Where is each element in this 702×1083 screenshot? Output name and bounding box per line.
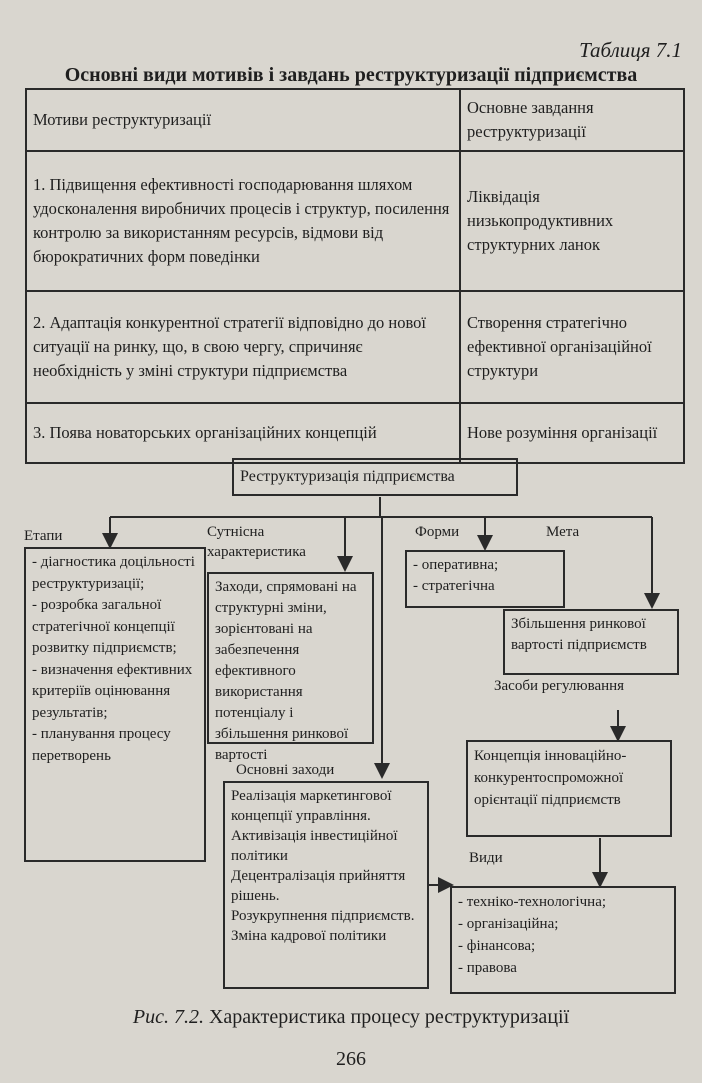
- list-item: - діагностика доцільності реструктуризації;: [32, 554, 195, 592]
- caption-text: Характеристика процесу реструктуризації: [208, 1006, 570, 1028]
- list-item: - правова: [458, 960, 517, 976]
- stages-box: [24, 547, 206, 862]
- list-item: Зміна кадрової політики: [231, 928, 387, 944]
- stages-list: [32, 552, 198, 767]
- goal-text: Збільшення ринкової вартості підприємств: [511, 616, 647, 653]
- motive-cell: 2. Адаптація конкурентної стратегії відповідно до нової ситуації на ринку, що, в свою чергу, спричиняє необхідність у зміні структури підприємства: [26, 291, 460, 403]
- caption-prefix: Рис. 7.2.: [132, 1006, 204, 1028]
- task-cell: Ліквідація низькопродуктивних структурних ланок: [460, 151, 684, 291]
- list-item: Активізація інвестиційної політики: [231, 828, 398, 864]
- page-number: 266: [336, 1048, 366, 1070]
- header-task: Основне завдання реструктуризації: [460, 89, 684, 151]
- goal-box: [503, 609, 679, 675]
- forms-list: [413, 555, 557, 597]
- header-motives: Мотиви реструктуризації: [26, 89, 460, 151]
- task-cell: Нове розуміння організації: [460, 403, 684, 463]
- list-item: - організаційна;: [458, 916, 559, 932]
- list-item: Децентралізація прийняття рішень.: [231, 868, 406, 904]
- root-box: [232, 458, 518, 496]
- types-box: [450, 886, 676, 994]
- figure-caption: [0, 1006, 702, 1029]
- motive-cell: 1. Підвищення ефективності господарювання шляхом удосконалення виробничих процесів і структур, посилення контролю за використанням ресурсів, відмови від бюрократичних форм поведінки: [26, 151, 460, 291]
- list-item: Реалізація маркетингової концепції управління.: [231, 788, 392, 824]
- table-title: Основні види мотивів і завдань реструктуризації підприємства: [64, 64, 638, 86]
- stages-label: Етапи: [24, 528, 63, 544]
- list-item: - стратегічна: [413, 578, 495, 594]
- types-label: Види: [469, 850, 503, 866]
- essence-text: Заходи, спрямовані на структурні зміни, зорієнтовані на забезпечення ефективного використання потенціалу і збільшення ринкової вартості: [215, 579, 357, 763]
- list-item: - техніко-технологічна;: [458, 894, 607, 910]
- regulation-label: Засоби регулювання: [494, 678, 625, 694]
- essence-box: [207, 572, 374, 763]
- regulation-text: Концепція інноваційно-конкурентоспроможної орієнтації підприємств: [474, 748, 627, 808]
- forms-box: [405, 550, 565, 608]
- task-cell: Створення стратегічно ефективної організаційної структури: [460, 291, 684, 403]
- main-measures-label: Основні заходи: [236, 762, 335, 778]
- list-item: - планування процесу перетворень: [32, 726, 171, 764]
- measures-box: [223, 781, 429, 989]
- forms-label: Форми: [415, 524, 460, 540]
- goal-label: Мета: [546, 524, 580, 540]
- root-label: Реструктуризація підприємства: [240, 468, 455, 485]
- list-item: - фінансова;: [458, 938, 536, 954]
- list-item: - розробка загальної стратегічної концепції розвитку підприємств;: [32, 597, 177, 656]
- essence-label: Сутнісна характеристика: [207, 524, 306, 560]
- types-list: [458, 891, 668, 979]
- regulation-box: [466, 740, 672, 837]
- list-item: Розукрупнення підприємств.: [231, 908, 415, 924]
- list-item: - оперативна;: [413, 557, 499, 573]
- table-label: Таблиця 7.1: [579, 38, 682, 62]
- motive-cell: 3. Поява новаторських організаційних концепцій: [26, 403, 460, 463]
- list-item: - визначення ефективних критеріїв оцінювання результатів;: [32, 661, 193, 721]
